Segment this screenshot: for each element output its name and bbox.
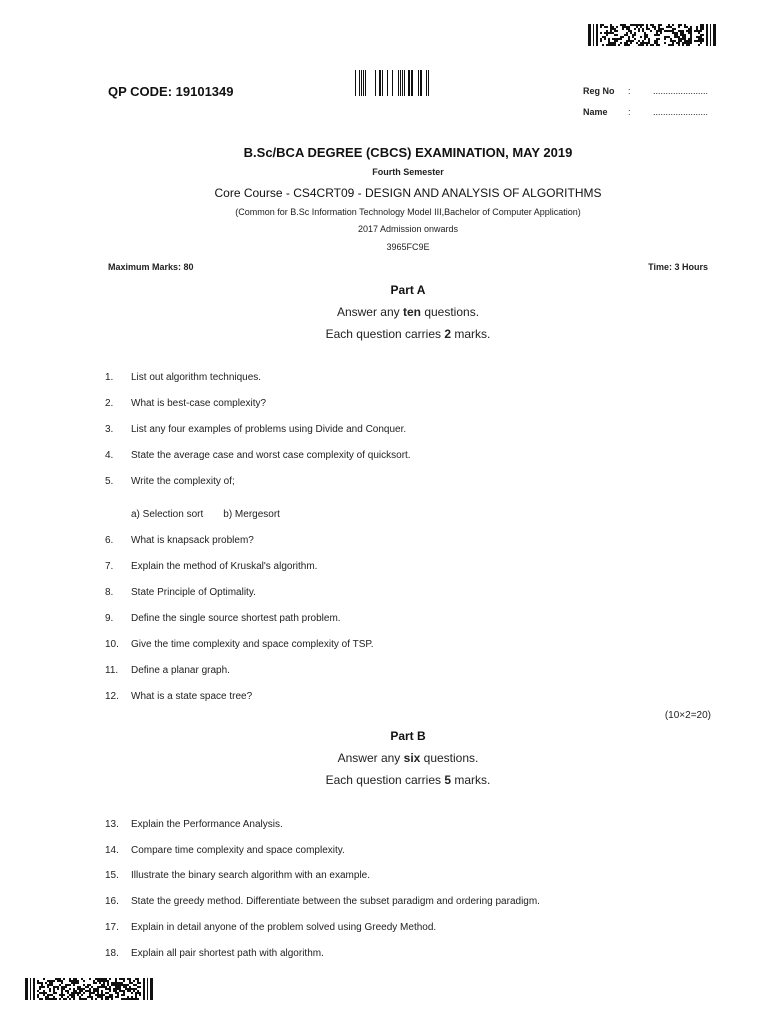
question-item (105, 398, 705, 409)
question-text: What is a state space tree? (131, 691, 253, 702)
question-item (105, 587, 705, 598)
question-text: Compare time complexity and space complexity. (131, 845, 345, 856)
paper-code: 3965FC9E (386, 242, 430, 252)
question-text: Define a planar graph. (131, 665, 230, 676)
question-text: Explain the Performance Analysis. (131, 819, 283, 830)
q5-sub-options (131, 509, 280, 520)
question-text: Give the time complexity and space complexity of TSP. (131, 639, 374, 650)
question-number: 16. (105, 896, 119, 907)
question-number: 6. (105, 535, 114, 546)
question-item (105, 691, 705, 702)
question-text: State Principle of Optimality. (131, 587, 256, 598)
barcode-center (355, 70, 429, 96)
reg-no-label: Reg No (583, 86, 615, 96)
question-text: Illustrate the binary search algorithm with an example. (131, 870, 371, 881)
name-blank: ...................... (653, 107, 709, 117)
qp-code: QP CODE: 19101349 (108, 84, 234, 99)
question-text: List out algorithm techniques. (131, 372, 262, 383)
question-text: Write the complexity of; (131, 476, 235, 487)
question-number: 13. (105, 819, 119, 830)
reg-no-row (583, 86, 709, 96)
reg-no-blank: ...................... (653, 86, 709, 96)
reg-no-colon: : (628, 86, 631, 96)
question-number: 15. (105, 870, 119, 881)
part-a-score: (10×2=20) (664, 710, 711, 721)
question-text: Explain the method of Kruskal's algorithm. (131, 561, 318, 572)
question-number: 17. (105, 922, 119, 933)
question-item (105, 476, 705, 487)
name-label: Name (583, 107, 608, 117)
question-number: 9. (105, 613, 114, 624)
question-text: State the average case and worst case complexity of quicksort. (131, 450, 411, 461)
time-allowed: Time: 3 Hours (648, 262, 708, 272)
question-item (105, 665, 705, 676)
course-title: Core Course - CS4CRT09 - DESIGN AND ANALYSIS OF ALGORITHMS (214, 186, 602, 200)
common-for: (Common for B.Sc Information Technology Model III,Bachelor of Computer Application) (235, 207, 581, 217)
question-number: 14. (105, 845, 119, 856)
question-item (105, 896, 705, 907)
max-marks: Maximum Marks: 80 (108, 262, 194, 272)
question-item (105, 922, 705, 933)
question-item (105, 845, 705, 856)
part-b-heading: Part B (390, 729, 426, 743)
exam-title: B.Sc/BCA DEGREE (CBCS) EXAMINATION, MAY 2019 (243, 145, 573, 160)
semester: Fourth Semester (372, 167, 444, 177)
question-text: Define the single source shortest path problem. (131, 613, 341, 624)
part-b-instruction-1: Answer any six questions. (337, 751, 479, 765)
part-a-instruction-1: Answer any ten questions. (336, 305, 480, 319)
question-item (105, 450, 705, 461)
question-text: What is knapsack problem? (131, 535, 254, 546)
part-a-heading: Part A (390, 283, 426, 297)
question-number: 5. (105, 476, 114, 487)
question-item (105, 561, 705, 572)
question-number: 12. (105, 691, 119, 702)
barcode-bottom-left (25, 978, 155, 1000)
part-b-instruction-2: Each question carries 5 marks. (325, 773, 491, 787)
admission: 2017 Admission onwards (357, 224, 459, 234)
question-text: Explain in detail anyone of the problem solved using Greedy Method. (131, 922, 437, 933)
question-text: What is best-case complexity? (131, 398, 267, 409)
question-item (105, 535, 705, 546)
question-item (105, 639, 705, 650)
question-text: List any four examples of problems using Divide and Conquer. (131, 424, 407, 435)
question-item (105, 613, 705, 624)
question-number: 10. (105, 639, 119, 650)
question-number: 2. (105, 398, 114, 409)
name-colon: : (628, 107, 631, 117)
question-item (105, 424, 705, 435)
question-number: 7. (105, 561, 114, 572)
q5-option-a: a) Selection sort (131, 509, 204, 520)
question-number: 18. (105, 948, 119, 959)
question-item (105, 870, 705, 881)
question-number: 8. (105, 587, 114, 598)
question-text: Explain all pair shortest path with algorithm. (131, 948, 324, 959)
question-item (105, 948, 705, 959)
barcode-top-right (588, 24, 718, 46)
name-row (583, 107, 709, 117)
question-item (105, 819, 705, 830)
question-item (105, 372, 705, 383)
part-a-instruction-2: Each question carries 2 marks. (325, 327, 491, 341)
question-number: 1. (105, 372, 114, 383)
question-number: 3. (105, 424, 114, 435)
question-text: State the greedy method. Differentiate between the subset paradigm and ordering paradigm. (131, 896, 540, 907)
question-number: 11. (105, 665, 119, 676)
question-number: 4. (105, 450, 114, 461)
q5-option-b: b) Mergesort (223, 509, 280, 520)
